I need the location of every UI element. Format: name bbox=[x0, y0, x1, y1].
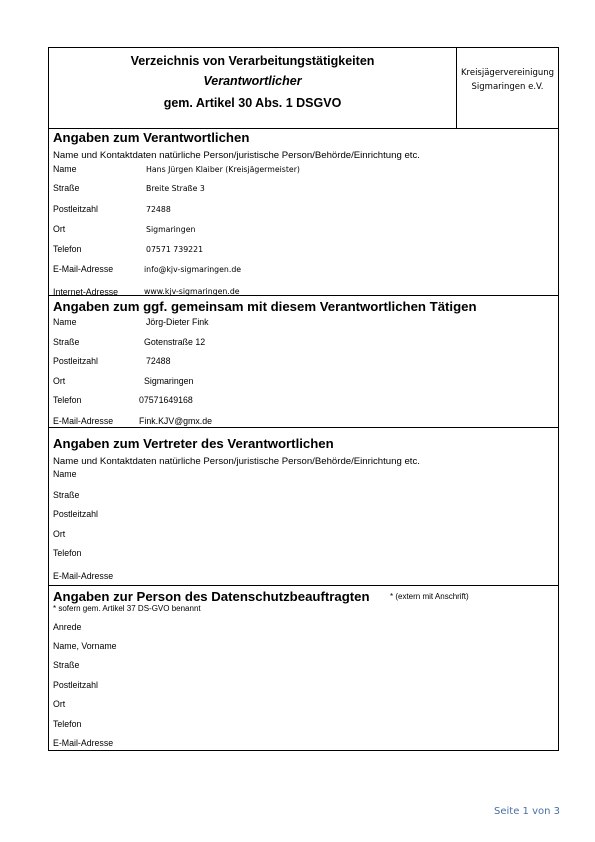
page-number: Seite 1 von 3 bbox=[494, 806, 560, 817]
field-label-name: Name bbox=[53, 469, 77, 479]
field-label-street: Straße bbox=[53, 490, 80, 500]
field-label-website: Internet-Adresse bbox=[53, 287, 119, 297]
field-value-postcode: 72488 bbox=[146, 205, 171, 214]
field-label-email: E-Mail-Adresse bbox=[53, 738, 114, 748]
field-label-postcode: Postleitzahl bbox=[53, 680, 98, 690]
field-label-email: E-Mail-Adresse bbox=[53, 264, 114, 274]
register-form bbox=[48, 47, 559, 751]
field-label-city: Ort bbox=[53, 376, 66, 386]
field-label-email: E-Mail-Adresse bbox=[53, 571, 114, 581]
document-subtitle: Verantwortlicher bbox=[203, 74, 302, 88]
organization-name-suffix: Sigmaringen e.V. bbox=[471, 82, 544, 92]
field-value-city: Sigmaringen bbox=[144, 376, 194, 386]
legal-reference: gem. Artikel 30 Abs. 1 DSGVO bbox=[163, 96, 342, 110]
section-representative bbox=[49, 428, 558, 586]
section-joint-controller bbox=[49, 296, 558, 428]
field-label-full-name: Name, Vorname bbox=[53, 641, 117, 651]
section-responsible bbox=[49, 128, 558, 296]
field-value-postcode: 72488 bbox=[146, 356, 171, 366]
field-value-website: www.kjv-sigmaringen.de bbox=[144, 287, 240, 296]
field-label-city: Ort bbox=[53, 224, 66, 234]
field-label-street: Straße bbox=[53, 660, 80, 670]
section-heading: Angaben zum Verantwortlichen bbox=[53, 130, 250, 145]
document-title: Verzeichnis von Verarbeitungstätigkeiten bbox=[130, 54, 375, 68]
field-value-street: Breite Straße 3 bbox=[146, 184, 205, 193]
field-label-postcode: Postleitzahl bbox=[53, 356, 98, 366]
field-label-phone: Telefon bbox=[53, 719, 82, 729]
section-subtitle: * sofern gem. Artikel 37 DS-GVO benannt bbox=[53, 604, 201, 613]
field-label-postcode: Postleitzahl bbox=[53, 204, 98, 214]
field-label-salutation: Anrede bbox=[53, 622, 82, 632]
field-label-phone: Telefon bbox=[53, 548, 82, 558]
field-label-name: Name bbox=[53, 317, 77, 327]
field-label-email: E-Mail-Adresse bbox=[53, 416, 114, 426]
section-heading: Angaben zum Vertreter des Verantwortlichen bbox=[53, 436, 334, 451]
field-value-name: Hans Jürgen Klaiber (Kreisjägermeister) bbox=[146, 165, 300, 174]
field-label-phone: Telefon bbox=[53, 244, 82, 254]
organization-cell bbox=[457, 48, 558, 128]
field-label-city: Ort bbox=[53, 529, 66, 539]
form-header bbox=[49, 48, 558, 129]
field-label-street: Straße bbox=[53, 337, 80, 347]
organization-name: Kreisjägervereinigung bbox=[460, 68, 555, 78]
section-heading-note: * (extern mit Anschrift) bbox=[390, 592, 469, 601]
field-label-name: Name bbox=[53, 164, 77, 174]
field-label-postcode: Postleitzahl bbox=[53, 509, 98, 519]
field-value-email: Fink.KJV@gmx.de bbox=[139, 416, 212, 426]
field-label-street: Straße bbox=[53, 183, 80, 193]
field-label-city: Ort bbox=[53, 699, 66, 709]
section-heading: Angaben zum ggf. gemeinsam mit diesem Verantwortlichen Tätigen bbox=[53, 299, 477, 314]
field-value-email: info@kjv-sigmaringen.de bbox=[144, 265, 242, 274]
field-value-name: Jörg-Dieter Fink bbox=[146, 317, 209, 327]
title-cell bbox=[49, 48, 457, 128]
section-heading: Angaben zur Person des Datenschutzbeauftragten bbox=[53, 589, 370, 604]
field-value-city: Sigmaringen bbox=[146, 225, 196, 234]
section-subtitle: Name und Kontaktdaten natürliche Person/juristische Person/Behörde/Einrichtung etc. bbox=[53, 150, 420, 161]
field-value-phone: 07571649168 bbox=[139, 395, 193, 405]
section-subtitle: Name und Kontaktdaten natürliche Person/juristische Person/Behörde/Einrichtung etc. bbox=[53, 456, 420, 467]
field-value-phone: 07571 739221 bbox=[146, 245, 204, 254]
field-value-street: Gotenstraße 12 bbox=[144, 337, 206, 347]
section-data-protection-officer bbox=[49, 586, 558, 750]
field-label-phone: Telefon bbox=[53, 395, 82, 405]
